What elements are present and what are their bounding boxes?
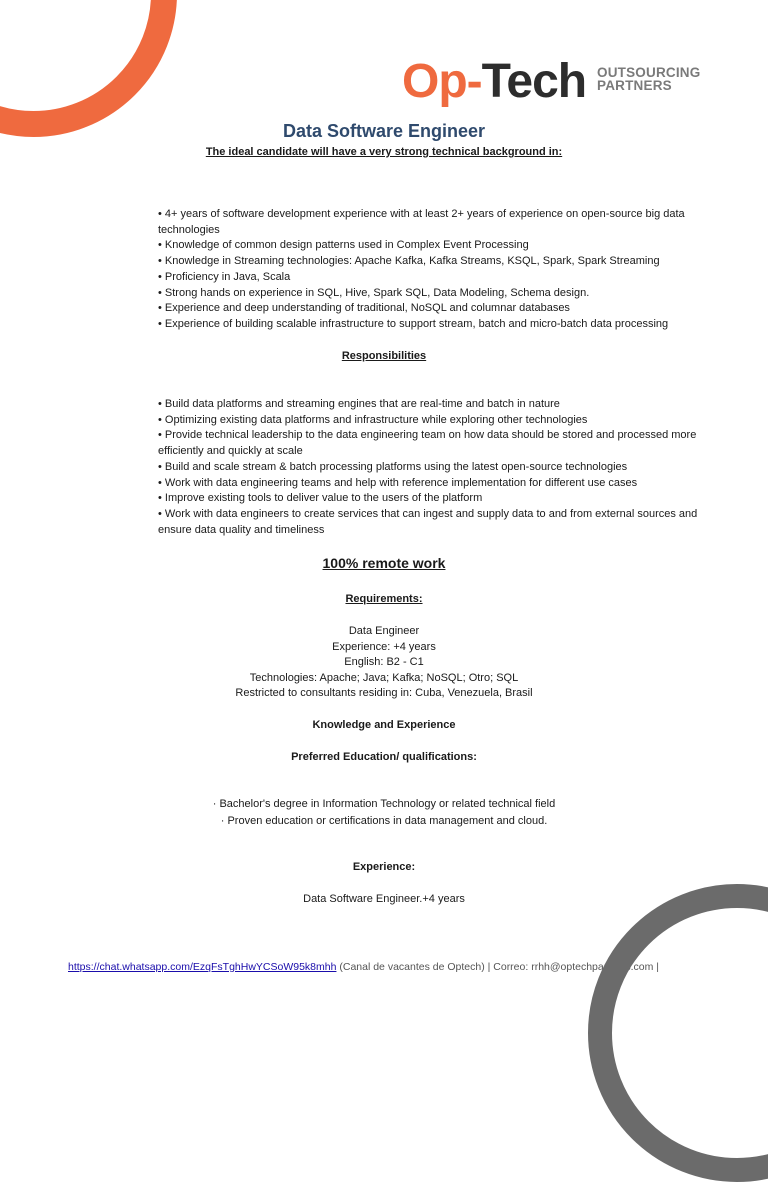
list-item: Data Engineer [348,625,420,637]
list-item: • Work with data engineering teams and help with reference implementation for different use cases [158,476,638,489]
responsibilities-list [158,397,703,538]
list-item: • Strong hands on experience in SQL, Hive, Spark SQL, Data Modeling, Schema design. [158,286,590,299]
list-item: • Provide technical leadership to the data engineering team on how data should be stored and processed more efficiently and quickly at scale [158,429,697,458]
list-item: Technologies: Apache; Java; Kafka; NoSQL; Otro; SQL [249,671,519,684]
whatsapp-link[interactable]: https://chat.whatsapp.com/EzqFsTghHwYCSoW95k8mhh [68,961,337,973]
list-item: • Experience of building scalable infrastructure to support stream, batch and micro-batch data processing [158,317,669,330]
orange-ring-decoration [0,0,177,137]
background-list [158,207,703,333]
experience-heading: Experience: [352,861,416,873]
education-heading: Preferred Education/ qualifications: [291,751,477,763]
list-item: Experience: +4 years [332,640,436,653]
gray-ring-decoration [588,884,768,1182]
list-item: • Build and scale stream & batch processing platforms using the latest open-source technologies [158,460,628,473]
footer-text: (Canal de vacantes de Optech) | Correo: rrhh@optechpartners.com | [336,961,659,973]
list-item: • Experience and deep understanding of traditional, NoSQL and columnar databases [158,302,570,315]
education-list [0,796,768,829]
list-item: English: B2 - C1 [344,656,424,668]
responsibilities-heading: Responsibilities [341,350,427,362]
list-item: • Proficiency in Java, Scala [158,270,291,283]
intro-heading: The ideal candidate will have a very strong technical background in: [205,146,563,158]
knowledge-heading: Knowledge and Experience [312,719,456,731]
remote-work-heading: 100% remote work [322,555,446,571]
list-item: • Improve existing tools to deliver value to the users of the platform [158,492,483,505]
list-item: • Build data platforms and streaming engines that are real-time and batch in nature [158,398,560,410]
list-item: · Bachelor's degree in Information Technology or related technical field [212,798,556,810]
footer [68,961,659,973]
list-item: Restricted to consultants residing in: Cuba, Venezuela, Brasil [235,687,533,699]
requirements-heading: Requirements: [345,593,423,605]
list-item: • 4+ years of software development experience with at least 2+ years of experience on open-source big data technologies [158,208,685,236]
list-item: • Optimizing existing data platforms and infrastructure while exploring other technologies [158,413,588,426]
list-item: • Knowledge of common design patterns used in Complex Event Processing [158,239,529,252]
requirements-list [0,624,768,702]
page-title: Data Software Engineer [282,121,486,141]
list-item: • Knowledge in Streaming technologies: Apache Kafka, Kafka Streams, KSQL, Spark, Spark Streaming [158,255,660,268]
list-item: • Work with data engineers to create services that can ingest and supply data to and from external sources and ensure data quality and timeliness [158,507,698,536]
list-item: · Proven education or certifications in data management and cloud. [220,814,548,827]
experience-text: Data Software Engineer.+4 years [303,893,465,905]
